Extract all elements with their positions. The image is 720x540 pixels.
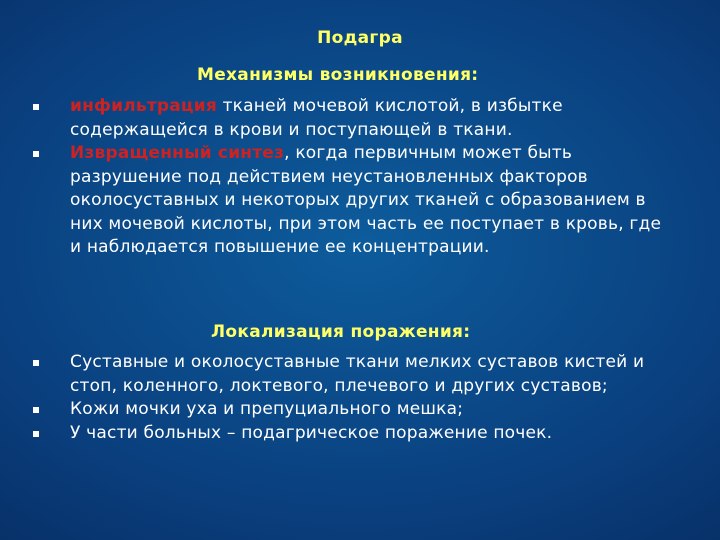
localization-heading: Локализация поражения: bbox=[211, 322, 471, 342]
list-item bbox=[0, 398, 720, 422]
item-text: У части больных – подагрическое поражение почек. bbox=[70, 422, 553, 443]
mechanisms-list bbox=[0, 95, 720, 260]
list-item bbox=[0, 142, 720, 260]
highlight-term: инфильтрация bbox=[70, 96, 217, 116]
slide-title: Подагра bbox=[317, 28, 403, 48]
square-bullet-icon bbox=[33, 104, 39, 110]
mechanisms-heading: Механизмы возникновения: bbox=[197, 65, 479, 85]
item-text: , когда первичным может быть разрушение под действием неустановленных факторов околосуставных и некоторых других тканей с образованием в них мочевой кислоты, при этом часть ее поступает в кровь, где и наблюдается повышение ее концентрации. bbox=[70, 143, 662, 257]
localization-list bbox=[0, 351, 720, 445]
square-bullet-icon bbox=[33, 431, 39, 437]
square-bullet-icon bbox=[33, 407, 39, 413]
item-text: Суставные и околосуставные ткани мелких суставов кистей и стоп, коленного, локтевого, плечевого и других суставов; bbox=[70, 352, 645, 396]
item-text: Кожи мочки уха и препуциального мешка; bbox=[70, 399, 464, 419]
list-item bbox=[0, 351, 720, 398]
highlight-term: Извращенный синтез bbox=[70, 143, 285, 163]
item-text: тканей мочевой кислотой, в избытке содержащейся в крови и поступающей в ткани. bbox=[70, 96, 563, 140]
list-item bbox=[0, 95, 720, 142]
square-bullet-icon bbox=[33, 360, 39, 366]
list-item bbox=[0, 422, 720, 446]
square-bullet-icon bbox=[33, 151, 39, 157]
